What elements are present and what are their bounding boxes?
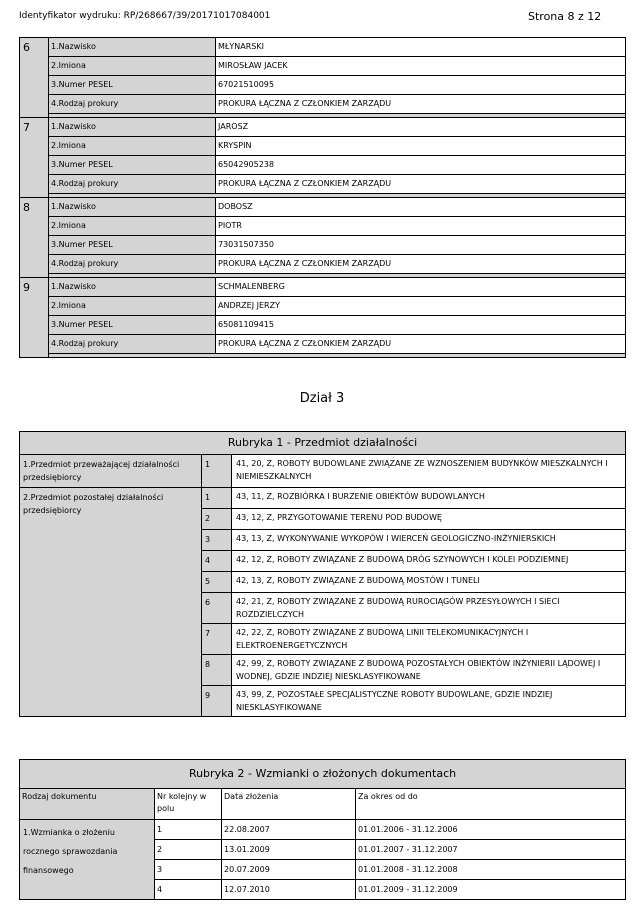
person-row (20, 156, 626, 175)
field-label: 3.Numer PESEL (49, 236, 216, 255)
field-value: PROKURA ŁĄCZNA Z CZŁONKIEM ZARZĄDU (216, 335, 626, 354)
activity-value: 42, 12, Z, ROBOTY ZWIĄZANE Z BUDOWĄ DRÓG SZYNOWYCH I KOLEI PODZIEMNEJ (232, 551, 626, 572)
field-value: PROKURA ŁĄCZNA Z CZŁONKIEM ZARZĄDU (216, 95, 626, 114)
person-row (20, 278, 626, 297)
person-row (20, 297, 626, 316)
field-label: 2.Imiona (49, 137, 216, 156)
person-row (20, 316, 626, 335)
document-period: 01.01.2007 - 31.12.2007 (356, 840, 626, 860)
other-activity-label: 2.Przedmiot pozostałej działalności przedsiębiorcy (20, 488, 202, 717)
person-number: 7 (20, 118, 49, 198)
field-value: 67021510095 (216, 76, 626, 95)
document-nr: 4 (155, 880, 222, 900)
field-label: 3.Numer PESEL (49, 156, 216, 175)
activity-number: 5 (202, 572, 232, 593)
field-value: 65042905238 (216, 156, 626, 175)
document-period: 01.01.2006 - 31.12.2006 (356, 820, 626, 840)
person-row (20, 217, 626, 236)
field-label: 3.Numer PESEL (49, 316, 216, 335)
person-row (20, 137, 626, 156)
field-label: 2.Imiona (49, 217, 216, 236)
activity-value: 41, 20, Z, ROBOTY BUDOWLANE ZWIĄZANE ZE WZNOSZENIEM BUDYNKÓW MIESZKALNYCH I NIEMIESZKALNYCH (232, 455, 626, 488)
main-activity-label: 1.Przedmiot przeważającej działalności przedsiębiorcy (20, 455, 202, 488)
person-row (20, 38, 626, 57)
person-row (20, 175, 626, 194)
activity-value: 43, 13, Z, WYKONYWANIE WYKOPÓW I WIERCEŃ GEOLOGICZNO-INŻYNIERSKICH (232, 530, 626, 551)
activity-value: 42, 21, Z, ROBOTY ZWIĄZANE Z BUDOWĄ RUROCIĄGÓW PRZESYŁOWYCH I SIECI ROZDZIELCZYCH (232, 593, 626, 624)
field-value: MIROSŁAW JACEK (216, 57, 626, 76)
document-nr: 3 (155, 860, 222, 880)
document-date: 13.01.2009 (222, 840, 356, 860)
col-header-doc-type: Rodzaj dokumentu (20, 789, 155, 820)
document-date: 12.07.2010 (222, 880, 356, 900)
page-number: Strona 8 z 12 (528, 10, 602, 23)
field-value: DOBOSZ (216, 198, 626, 217)
activity-number: 7 (202, 624, 232, 655)
field-label: 1.Nazwisko (49, 38, 216, 57)
rubryka2-title: Rubryka 2 - Wzmianki o złożonych dokumentach (20, 760, 626, 789)
field-value: MŁYNARSKI (216, 38, 626, 57)
document-nr: 1 (155, 820, 222, 840)
field-value: ANDRZEJ JERZY (216, 297, 626, 316)
field-label: 2.Imiona (49, 57, 216, 76)
person-row (20, 255, 626, 274)
document-period: 01.01.2008 - 31.12.2008 (356, 860, 626, 880)
field-value: KRYSPIN (216, 137, 626, 156)
person-number: 6 (20, 38, 49, 118)
activity-value: 42, 22, Z, ROBOTY ZWIĄZANE Z BUDOWĄ LINII TELEKOMUNIKACYJNYCH I ELEKTROENERGETYCZNYCH (232, 624, 626, 655)
field-label: 4.Rodzaj prokury (49, 175, 216, 194)
document-date: 20.07.2009 (222, 860, 356, 880)
person-row (20, 236, 626, 255)
field-label: 4.Rodzaj prokury (49, 255, 216, 274)
person-row (20, 95, 626, 114)
field-label: 1.Nazwisko (49, 118, 216, 137)
col-header-nr: Nr kolejny w polu (155, 789, 222, 820)
activity-number: 1 (202, 455, 232, 488)
document-nr: 2 (155, 840, 222, 860)
activity-number: 3 (202, 530, 232, 551)
rubryka1-table (19, 431, 626, 717)
section-title: Dział 3 (299, 391, 345, 406)
rubryka2-table (19, 759, 626, 900)
col-header-period: Za okres od do (356, 789, 626, 820)
field-value: 73031507350 (216, 236, 626, 255)
field-value: 65081109415 (216, 316, 626, 335)
activity-number: 9 (202, 686, 232, 717)
field-label: 4.Rodzaj prokury (49, 95, 216, 114)
col-header-date: Data złożenia (222, 789, 356, 820)
document-date: 22.08.2007 (222, 820, 356, 840)
field-value: PROKURA ŁĄCZNA Z CZŁONKIEM ZARZĄDU (216, 255, 626, 274)
field-value: PIOTR (216, 217, 626, 236)
print-identifier: Identyfikator wydruku: RP/268667/39/20171017084001 (19, 11, 271, 21)
field-label: 4.Rodzaj prokury (49, 335, 216, 354)
field-label: 1.Nazwisko (49, 278, 216, 297)
activity-value: 42, 99, Z, ROBOTY ZWIĄZANE Z BUDOWĄ POZOSTAŁYCH OBIEKTÓW INŻYNIERII LĄDOWEJ I WODNEJ, GDZIE INDZIEJ NIESKLASYFIKOWANE (232, 655, 626, 686)
person-row (20, 57, 626, 76)
field-value: SCHMALENBERG (216, 278, 626, 297)
person-number: 9 (20, 278, 49, 358)
person-row (20, 335, 626, 354)
document-type-label: 1.Wzmianka o złożeniu rocznego sprawozdania finansowego (20, 820, 155, 900)
row-spacer (49, 354, 626, 358)
activity-number: 4 (202, 551, 232, 572)
activity-number: 8 (202, 655, 232, 686)
person-row (20, 198, 626, 217)
activity-value: 43, 99, Z, POZOSTAŁE SPECJALISTYCZNE ROBOTY BUDOWLANE, GDZIE INDZIEJ NIESKLASYFIKOWANE (232, 686, 626, 717)
activity-value: 43, 11, Z, ROZBIÓRKA I BURZENIE OBIEKTÓW BUDOWLANYCH (232, 488, 626, 509)
document-period: 01.01.2009 - 31.12.2009 (356, 880, 626, 900)
activity-value: 42, 13, Z, ROBOTY ZWIĄZANE Z BUDOWĄ MOSTÓW I TUNELI (232, 572, 626, 593)
activity-value: 43, 12, Z, PRZYGOTOWANIE TERENU POD BUDOWĘ (232, 509, 626, 530)
activity-number: 2 (202, 509, 232, 530)
persons-table (19, 37, 626, 358)
field-label: 1.Nazwisko (49, 198, 216, 217)
field-value: JAROSZ (216, 118, 626, 137)
document-row (20, 820, 626, 840)
person-row (20, 118, 626, 137)
rubryka1-title: Rubryka 1 - Przedmiot działalności (20, 432, 626, 455)
field-value: PROKURA ŁĄCZNA Z CZŁONKIEM ZARZĄDU (216, 175, 626, 194)
person-number: 8 (20, 198, 49, 278)
field-label: 2.Imiona (49, 297, 216, 316)
field-label: 3.Numer PESEL (49, 76, 216, 95)
activity-number: 1 (202, 488, 232, 509)
person-row (20, 76, 626, 95)
activity-number: 6 (202, 593, 232, 624)
